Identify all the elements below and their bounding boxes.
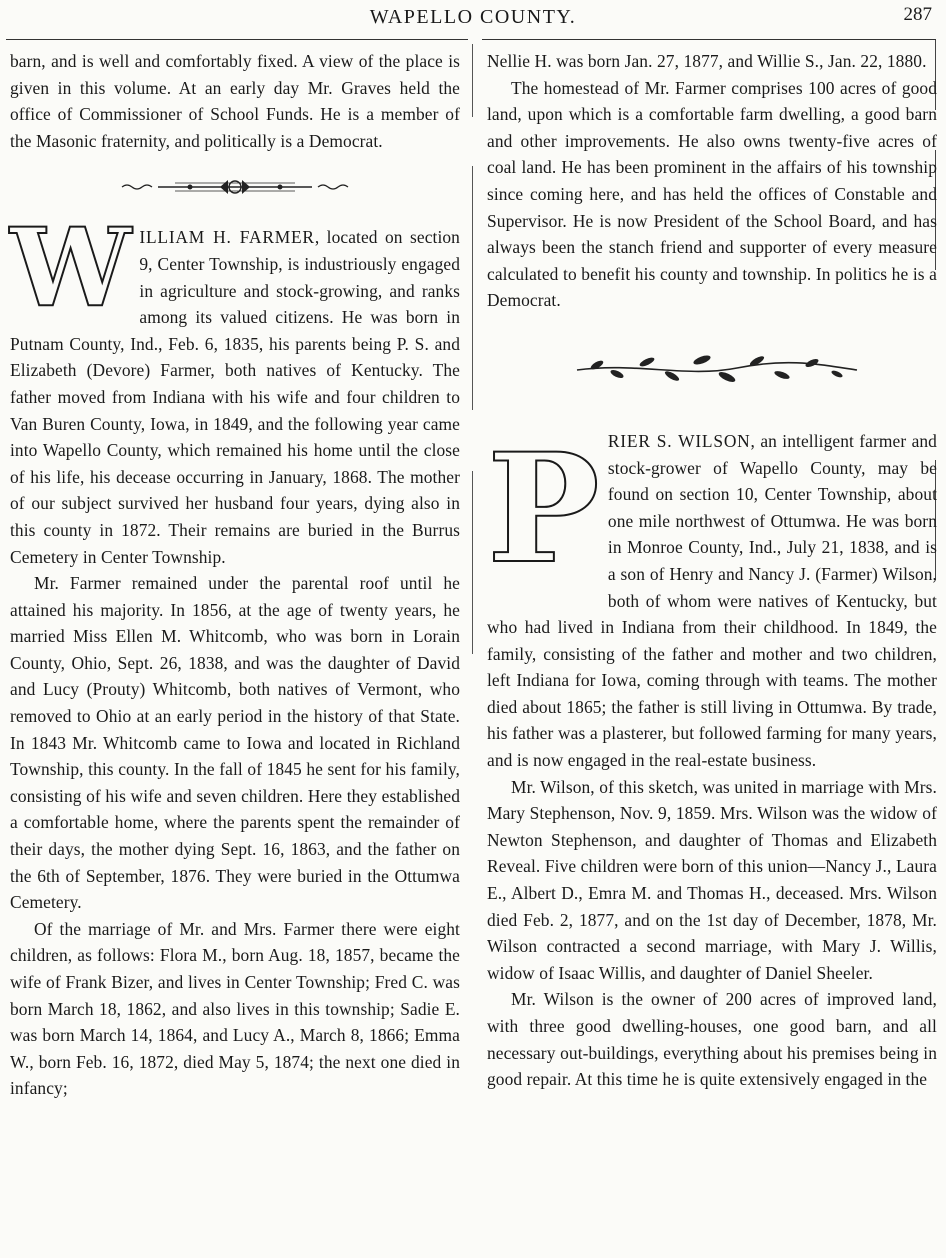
page-number: 287 — [903, 4, 932, 25]
wilson-drop-cap: P — [487, 420, 600, 597]
page-header — [0, 4, 946, 32]
leaf-vine-ornament — [487, 350, 937, 388]
running-title: WAPELLO COUNTY. — [369, 6, 577, 28]
wilson-bio-text-1: , an intelligent farmer and stock-grower of Wapello County, may be found on section 10, Center Township, about one mile northwest of Ottumwa. He was born in Monroe County, Ind., July 21, 1838, and is a son of Henry and Nancy J. (Farmer) Wilson, both of whom were natives of Kentucky, but who had lived in Indiana from their childhood. In 1849, the family, consisting of the father and mother and two children, left Indiana for Iowa, coming through with teams. The mother died about 1865; the father is still living in Ottumwa. By trade, his father was a plasterer, but followed farming for many years, and is now engaged in the real-estate business. — [487, 430, 937, 771]
farmer-homestead-paragraph: The homestead of Mr. Farmer comprises 100 acres of good land, upon which is a comfortable farm dwelling, a good barn and other improvements. He also owns twenty-five acres of coal land. He has been prominent in the affairs of his township since coming here, and has held the offices of Constable and Supervisor. He is now President of the School Board, and has always been the stanch friend and supporter of every measure calculated to benefit his county and township. In politics he is a Democrat. — [487, 77, 937, 311]
wilson-bio-paragraph-1 — [487, 420, 937, 774]
right-column — [487, 48, 937, 1093]
farmer-bio-paragraph-2: Mr. Farmer remained under the parental roof until he attained his majority. In 1856, at the age of twenty years, he married Miss Ellen M. Whitcomb, who was born in Lorain County, Ohio, Sept. 26, 1838, and was the daughter of David and Lucy (Prouty) Whitcomb, both natives of Vermont, who removed to Ohio at an early period in the history of that State. In 1843 Mr. Whitcomb came to Iowa and located in Richland Township, this county. In the fall of 1845 he sent for his family, consisting of his wife and seven children. Here they established a comfortable home, where the parents spent the remainder of their days, the mother dying Sept. 16, 1863, and the father on the 6th of September, 1876. They were buried in the Ottumwa Cemetery. — [10, 573, 460, 913]
farmer-bio-paragraph-3: Of the marriage of Mr. and Mrs. Farmer there were eight children, as follows: Flora M., born Aug. 18, 1857, became the wife of Frank Bizer, and lives in Center Township; Fred C. was born March 18, 1862, and also lives in this township; Sadie E. was born March 14, 1864, and Lucy A., March 8, 1866; Emma W., born Feb. 16, 1872, died May 5, 1874; the next one died in infancy; — [10, 918, 460, 1099]
farmer-bio-text-1: , located on section 9, Center Township, is industriously engaged in agriculture and stock-growing, and ranks among its valued citizens. He was born in Putnam County, Ind., Feb. 6, 1835, his parents being P. S. and Elizabeth (Devore) Farmer, both natives of Kentucky. The father moved from Indiana with his wife and four children to Van Buren County, Iowa, in 1849, and the following year came into Wapello County, which remained his home until the close of his life, his decease occurring in January, 1868. The mother of our subject survived her husband four years, dying also in this county in 1872. Their remains are buried in the Burrus Cemetery in Center Township. — [10, 227, 460, 567]
left-column — [10, 48, 460, 1102]
farmer-drop-cap: W — [10, 205, 132, 332]
section-divider-ornament — [10, 168, 460, 206]
farmer-name: ILLIAM H. FARMER — [139, 227, 315, 248]
wilson-bio-paragraph-2: Mr. Wilson, of this sketch, was united in marriage with Mrs. Mary Stephenson, Nov. 9, 1859. Mrs. Wilson was the widow of Newton Stephenson, and daughter of Thomas and Elizabeth Reveal. Five children were born of this union—Nancy J., Laura E., Albert D., Emra M. and Thomas H., deceased. Mrs. Wilson died Feb. 2, 1877, and on the 1st day of December, 1878, Mr. Wilson contracted a second marriage, with Mary J. Willis, widow of Isaac Willis, and daughter of Daniel Sheeler. — [487, 776, 937, 983]
farmer-children-continued: Nellie H. was born Jan. 27, 1877, and Willie S., Jan. 22, 1880. — [487, 51, 927, 71]
wilson-bio-paragraph-3: Mr. Wilson is the owner of 200 acres of improved land, with three good dwelling-houses, one good barn, and all necessary out-buildings, everything about his premises being in good repair. At this time he is quite extensively engaged in the — [487, 989, 937, 1090]
graves-conclusion-paragraph: barn, and is well and comfortably fixed. A view of the place is given in this volume. At an early day Mr. Graves held the office of Commissioner of School Funds. He is a member of the Masonic fraternity, and politically is a Democrat. — [10, 51, 460, 151]
wilson-name: RIER S. WILSON — [607, 430, 751, 451]
header-rule-left — [6, 39, 468, 40]
header-rule-right — [482, 39, 936, 40]
farmer-bio-paragraph-1 — [10, 205, 460, 570]
column-divider — [472, 44, 473, 654]
